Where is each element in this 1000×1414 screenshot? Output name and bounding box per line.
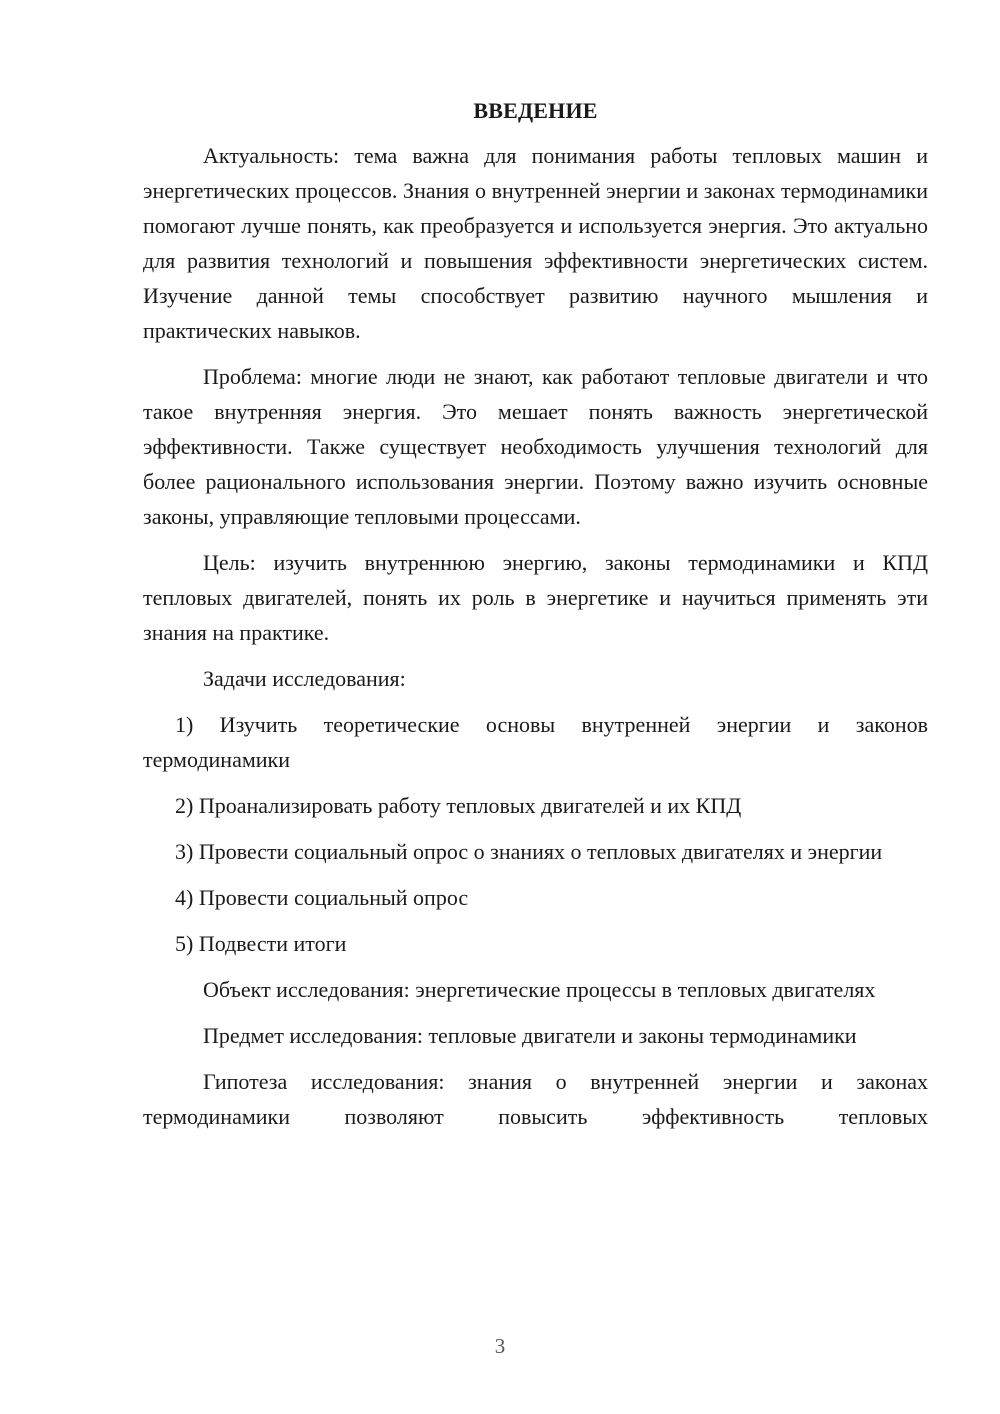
tasks-heading: Задачи исследования:	[203, 666, 406, 691]
task-item-5: 5) Подвести итоги	[175, 931, 347, 956]
problem-paragraph: Проблема: многие люди не знают, как работают тепловые двигатели и что такое внутренняя энергия. Это мешает понять важность энергетической эффективности. Также существует необходимость улучшения технологий для более рационального использования энергии. Поэтому важно изучить основные законы, управляющие тепловыми процессами.	[143, 364, 928, 529]
goal-paragraph: Цель: изучить внутреннюю энергию, законы термодинамики и КПД тепловых двигателей, понять их роль в энергетике и научиться применять эти знания на практике.	[143, 550, 928, 645]
hypothesis-paragraph: Гипотеза исследования: знания о внутренней энергии и законах термодинамики позволяют повысить эффективность тепловых	[143, 1069, 928, 1129]
relevance-paragraph: Актуальность: тема важна для понимания работы тепловых машин и энергетических процессов. Знания о внутренней энергии и законах термодинамики помогают лучше понять, как преобразуется и используется энергия. Это актуально для развития технологий и повышения эффективности энергетических систем. Изучение данной темы способствует развитию научного мышления и практических навыков.	[143, 143, 928, 343]
task-item-1: 1) Изучить теоретические основы внутренней энергии и законов термодинамики	[143, 712, 928, 772]
page-number: 3	[494, 1334, 506, 1358]
subject-paragraph: Предмет исследования: тепловые двигатели и законы термодинамики	[203, 1023, 857, 1048]
task-item-3: 3) Провести социальный опрос о знаниях о тепловых двигателях и энергии	[175, 839, 883, 864]
task-item-2: 2) Проанализировать работу тепловых двигателей и их КПД	[175, 793, 742, 818]
task-item-4: 4) Провести социальный опрос	[175, 885, 469, 910]
object-paragraph: Объект исследования: энергетические процессы в тепловых двигателях	[203, 977, 876, 1002]
section-title: ВВЕДЕНИЕ	[473, 98, 598, 123]
document-page	[143, 93, 928, 1134]
